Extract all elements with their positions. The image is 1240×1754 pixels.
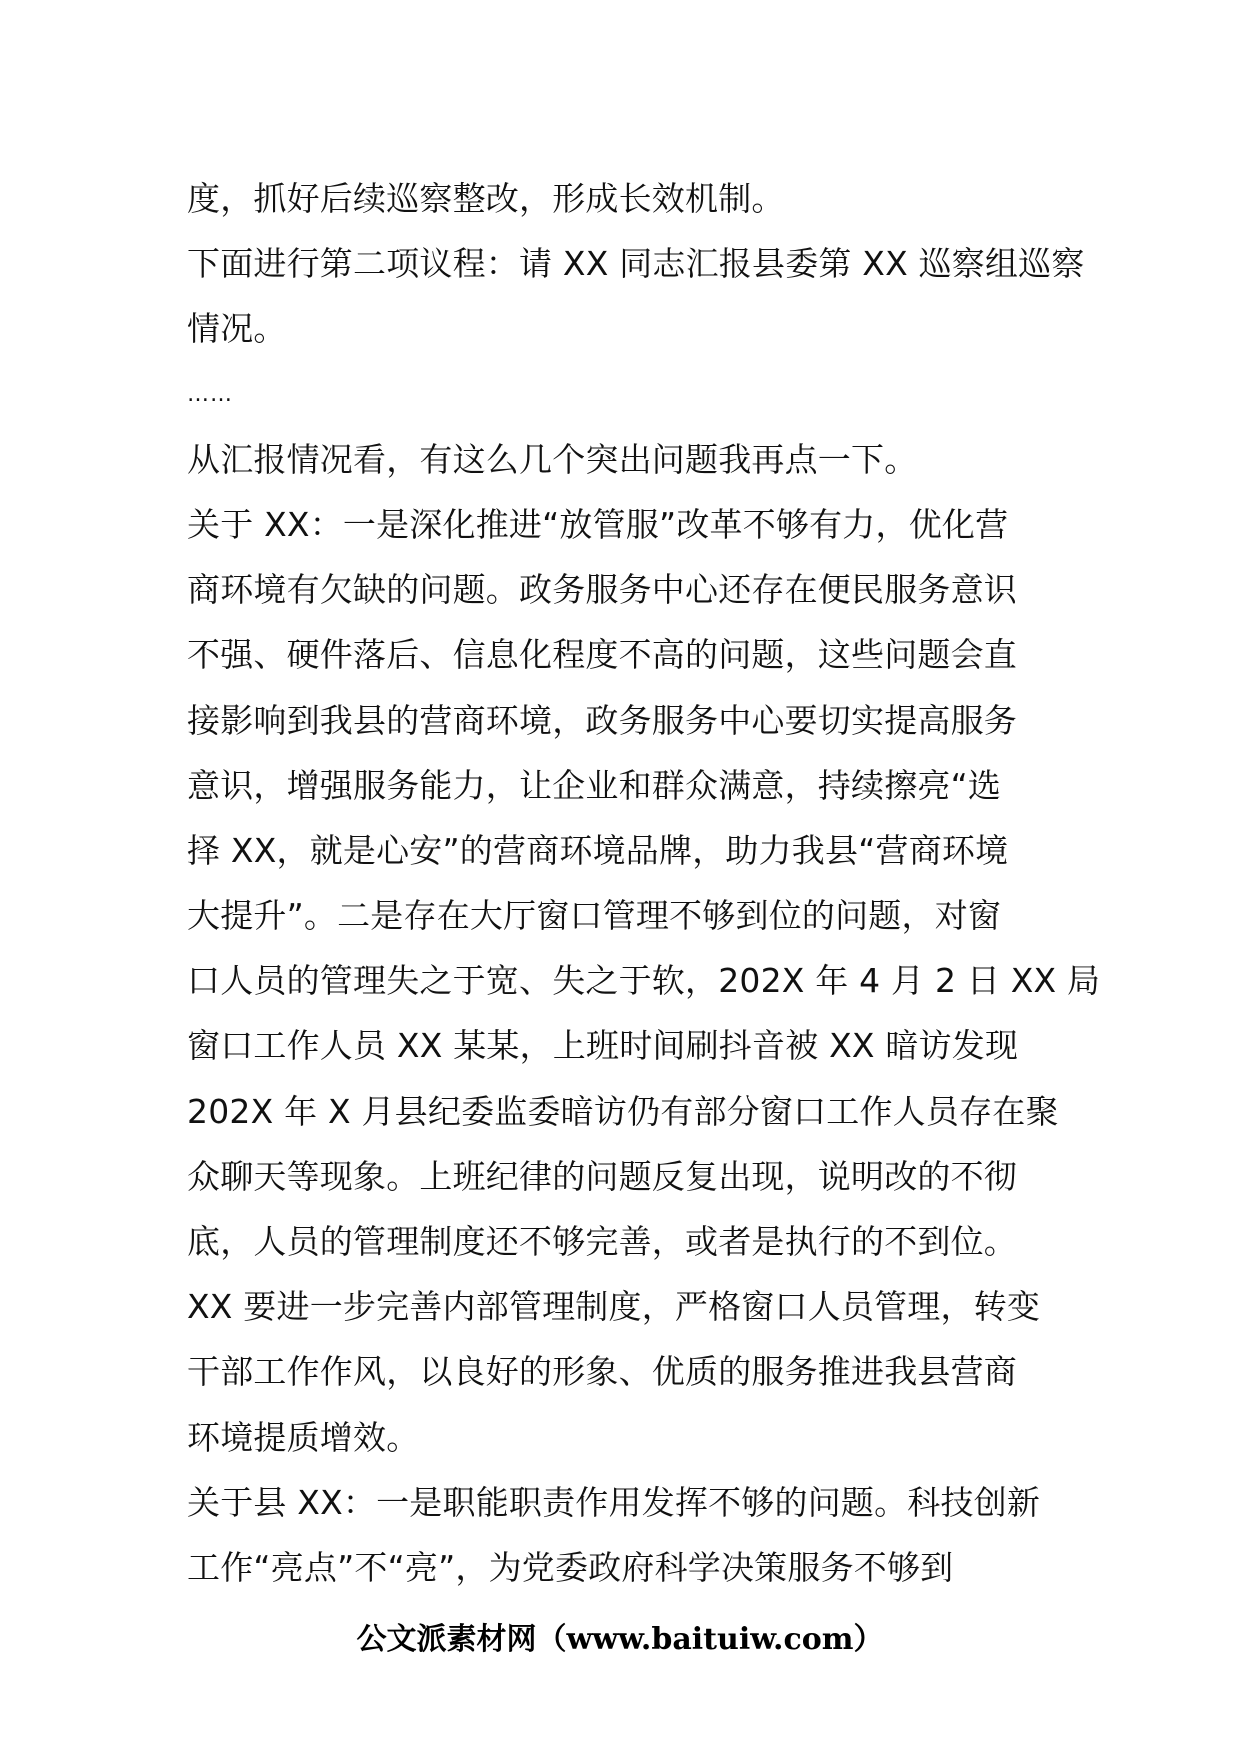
text-line: XX 要进一步完善内部管理制度，严格窗口人员管理，转变	[187, 1287, 1041, 1327]
ellipsis-line: ……	[187, 381, 233, 407]
text-line: 商环境有欠缺的问题。政务服务中心还存在便民服务意识	[187, 570, 1017, 610]
text-line: 关于 XX：一是深化推进“放管服”改革不够有力，优化营	[187, 504, 1009, 544]
text-line: 干部工作作风，以良好的形象、优质的服务推进我县营商	[187, 1352, 1017, 1392]
text-line: 关于县 XX：一是职能职责作用发挥不够的问题。科技创新	[187, 1482, 1041, 1522]
text-line: 202X 年 X 月县纪委监委暗访仍有部分窗口工作人员存在聚	[187, 1091, 1059, 1131]
text-line: 众聊天等现象。上班纪律的问题反复出现，说明改的不彻	[187, 1156, 1017, 1196]
text-line: 情况。	[187, 309, 287, 349]
text-line: 窗口工作人员 XX 某某，上班时间刷抖音被 XX 暗访发现	[187, 1026, 1019, 1066]
text-line: 不强、硬件落后、信息化程度不高的问题，这些问题会直	[187, 635, 1017, 675]
text-line: 口人员的管理失之于宽、失之于软，202X 年 4 月 2 日 XX 局	[187, 961, 1101, 1001]
text-line: 下面进行第二项议程：请 XX 同志汇报县委第 XX 巡察组巡察	[187, 244, 1085, 284]
text-line: 从汇报情况看，有这么几个突出问题我再点一下。	[187, 439, 918, 479]
text-line: 底，人员的管理制度还不够完善，或者是执行的不到位。	[187, 1222, 1017, 1261]
text-line: 择 XX，就是心安”的营商环境品牌，助力我县“营商环境	[187, 830, 1009, 870]
text-line: 工作“亮点”不“亮”，为党委政府科学决策服务不够到	[187, 1547, 954, 1587]
text-line: 度，抓好后续巡察整改，形成长效机制。	[187, 179, 785, 218]
text-line: 接影响到我县的营商环境，政务服务中心要切实提高服务	[187, 700, 1017, 740]
text-line: 大提升”。二是存在大厅窗口管理不够到位的问题，对窗	[187, 896, 1002, 936]
text-line: 意识，增强服务能力，让企业和群众满意，持续擦亮“选	[187, 765, 1002, 805]
footer-watermark: 公文派素材网（www.baituiw.com）	[356, 1622, 884, 1657]
text-line: 环境提质增效。	[187, 1417, 420, 1457]
document-body	[187, 166, 1101, 1600]
